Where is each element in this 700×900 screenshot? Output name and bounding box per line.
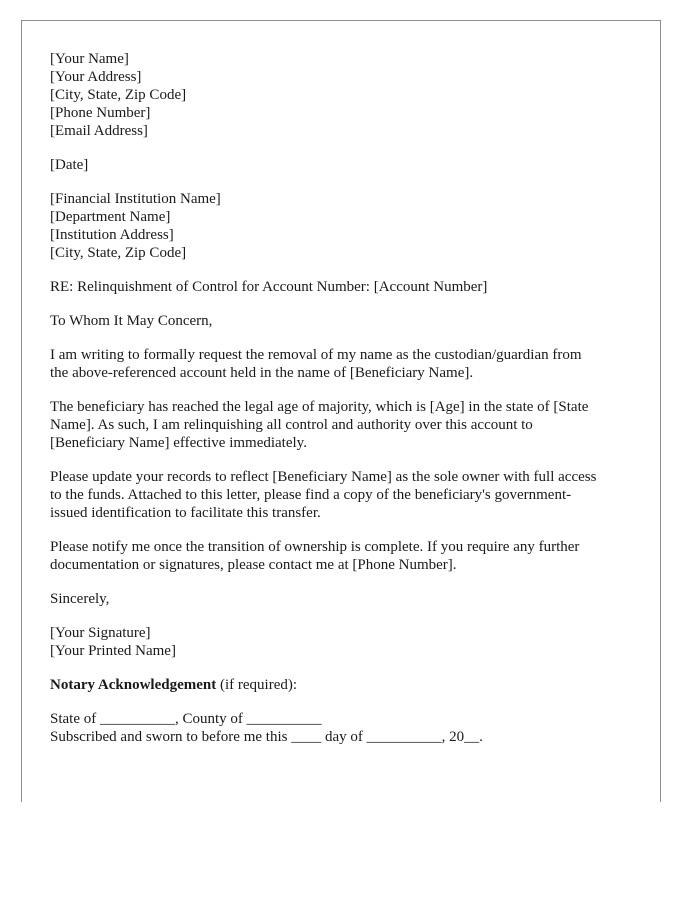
date-block [50,156,640,174]
notary-block [50,710,640,746]
body-line: issued identification to facilitate this transfer. [50,505,321,521]
recipient-institution: [Financial Institution Name] [50,191,221,207]
sender-email: [Email Address] [50,123,148,139]
body-line: The beneficiary has reached the legal age of majority, which is [Age] in the state of [State [50,399,589,415]
sender-city-state-zip: [City, State, Zip Code] [50,87,187,103]
sender-block [50,50,640,140]
sender-address: [Your Address] [50,69,142,85]
body-line: Please update your records to reflect [Beneficiary Name] as the sole owner with full access [50,469,597,485]
notary-heading-note: (if required): [216,677,298,693]
letter-date: [Date] [50,157,89,173]
body-line: documentation or signatures, please contact me at [Phone Number]. [50,557,457,573]
sender-name: [Your Name] [50,51,129,67]
body-line: [Beneficiary Name] effective immediately. [50,435,307,451]
notary-heading: Notary Acknowledgement [50,677,217,693]
body-line: to the funds. Attached to this letter, please find a copy of the beneficiary's government- [50,487,572,503]
subject-line: RE: Relinquishment of Control for Account Number: [Account Number] [50,279,488,295]
body-paragraph-3 [50,468,640,522]
body-line: Please notify me once the transition of ownership is complete. If you require any further [50,539,580,555]
signature-placeholder: [Your Signature] [50,625,151,641]
signature-block [50,624,640,660]
notary-subscribed-line: Subscribed and sworn to before me this ____ day of __________, 20__. [50,729,483,745]
recipient-city-state-zip: [City, State, Zip Code] [50,245,187,261]
closing: Sincerely, [50,591,110,607]
closing-block [50,590,640,608]
body-line: the above-referenced account held in the name of [Beneficiary Name]. [50,365,474,381]
body-line: I am writing to formally request the removal of my name as the custodian/guardian from [50,347,582,363]
notary-state-county-line: State of __________, County of __________ [50,711,322,727]
letter-content [50,50,640,762]
letter-page [21,20,661,802]
sender-phone: [Phone Number] [50,105,151,121]
salutation: To Whom It May Concern, [50,313,213,329]
body-paragraph-4 [50,538,640,574]
body-line: Name]. As such, I am relinquishing all control and authority over this account to [50,417,533,433]
recipient-address: [Institution Address] [50,227,174,243]
subject-block [50,278,640,296]
printed-name-placeholder: [Your Printed Name] [50,643,176,659]
recipient-block [50,190,640,262]
salutation-block [50,312,640,330]
recipient-department: [Department Name] [50,209,171,225]
body-paragraph-2 [50,398,640,452]
notary-heading-block [50,676,640,694]
body-paragraph-1 [50,346,640,382]
notary-heading-line [50,676,640,694]
